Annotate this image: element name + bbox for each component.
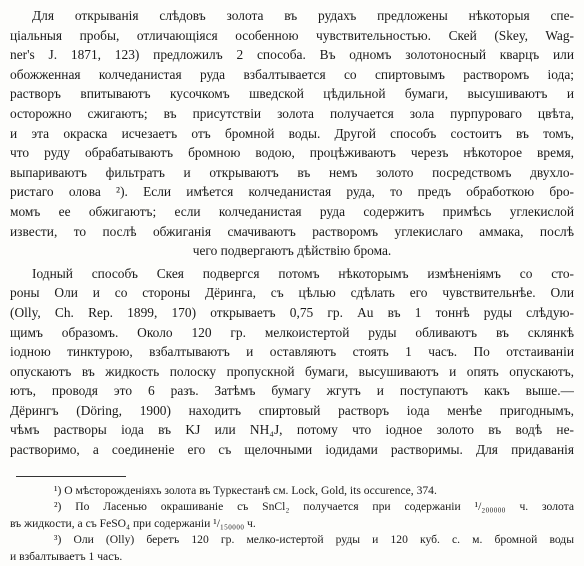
text-line: опускаютъ въ жидкость полоску пропускной бумаги, высушиваютъ и опять опускаютъ, <box>10 363 574 379</box>
text-line: что руду обрабатываютъ бромною водою, процѣживаютъ черезъ нѣкоторое время, <box>10 145 574 161</box>
main-text <box>10 6 574 460</box>
text-line: ner's J. 1871, 123) предложилъ 2 способа. Въ одномъ золотоносный кварцъ или <box>10 47 574 63</box>
text-line: ціальныя пробы, отличающіяся особенною чувствительностью. Скей (Skey, Wag- <box>10 27 574 43</box>
footnote-2 <box>10 499 574 532</box>
footnote-3 <box>10 532 574 565</box>
footnote-line: въ жидкости, а съ FeSO₄ при содержаніи ¹/₁₅₀₀₀₀ ч. <box>10 516 256 530</box>
text-line: ютъ, проводя это 6 разъ. Затѣмъ бумагу жгутъ и поступаютъ какъ выше.— <box>10 383 574 399</box>
text-line: роны Оли и со стороны Дёринга, съ цѣлью сдѣлать его чувствительнѣе. Оли <box>10 285 574 301</box>
text-line: ристаго олова ²). Если имѣется колчеданистая руда, то предъ обработкою бро- <box>10 184 574 200</box>
text-line: Дёрингъ (Döring, 1900) находитъ спиртовый растворъ іода менѣе пригоднымъ, <box>10 402 574 418</box>
footnote-1 <box>10 483 574 500</box>
text-line: извести, то послѣ обжиганія смачиваютъ растворомъ углекислаго аммака, послѣ <box>10 223 574 239</box>
footnote-line: и взбалтываетъ 1 часъ. <box>10 550 123 564</box>
footnote-line: ²) По Ласенью окрашиваніе съ SnCl₂ получается при содержаніи ¹/₂₀₀₀₀₀ ч. золота <box>54 500 574 514</box>
text-line: выпариваютъ фильтратъ и открываютъ въ немъ золото посредствомъ двухлo- <box>10 164 574 180</box>
text-line: щимъ образомъ. Около 120 гр. мелкоистертой руды обливаютъ въ склянкѣ <box>10 324 574 340</box>
footnote-line: ¹) О мѣсторожденіяхъ золота въ Туркестанѣ см. Lock, Gold, its occurence, 374. <box>54 483 437 497</box>
text-line: чѣмъ растворы іода въ KJ или NH₄J, потому что іодное золото въ водѣ не- <box>10 422 574 438</box>
text-line: обожженная колчеданистая руда взбалтывается со спиртовымъ растворомъ іода; <box>10 66 574 82</box>
text-line: Іодный способъ Скея подвергся потомъ нѣкоторымъ измѣненіямъ со сто- <box>32 265 574 281</box>
text-line: растворимо, а соединеніе его съ щелочными іодидами растворимы. Для придаванія <box>10 442 574 458</box>
text-line: осторожно сжигаютъ; въ присутствіи золота получается зола пурпуроваго цвѣта, <box>10 105 574 121</box>
text-line: іодною тинктурою, взбалтываютъ и оставляютъ стоять 1 часъ. По отстаиваніи <box>10 344 574 360</box>
text-line: и эта окраска исчезаетъ отъ бромной воды. Другой способъ состоитъ въ томъ, <box>10 125 574 141</box>
text-line: Для открыванія слѣдовъ золота въ рудахъ предложены нѣкоторыя спе- <box>32 8 574 23</box>
footnote-divider <box>16 476 126 477</box>
footnote-line: ³) Оли (Olly) беретъ 120 гр. мелко-истертой руды и 120 куб. с. м. бромной воды <box>54 533 574 547</box>
text-line: (Olly, Ch. Rep. 1899, 170) открываетъ 0,75 гр. Au въ 1 тоннѣ руды слѣдую- <box>10 304 574 320</box>
text-line: чего подвергаютъ дѣйствію брома. <box>192 243 392 259</box>
text-line: растворъ впитываютъ кусочкомъ шведской цѣдильной бумаги, высушиваютъ и <box>10 86 574 102</box>
paragraph-1 <box>10 6 574 261</box>
text-line: момъ ее обжигаютъ; если колчеданистая руда содержитъ примѣсь углекислой <box>10 203 574 219</box>
footnotes <box>10 483 574 566</box>
paragraph-2 <box>10 264 574 460</box>
